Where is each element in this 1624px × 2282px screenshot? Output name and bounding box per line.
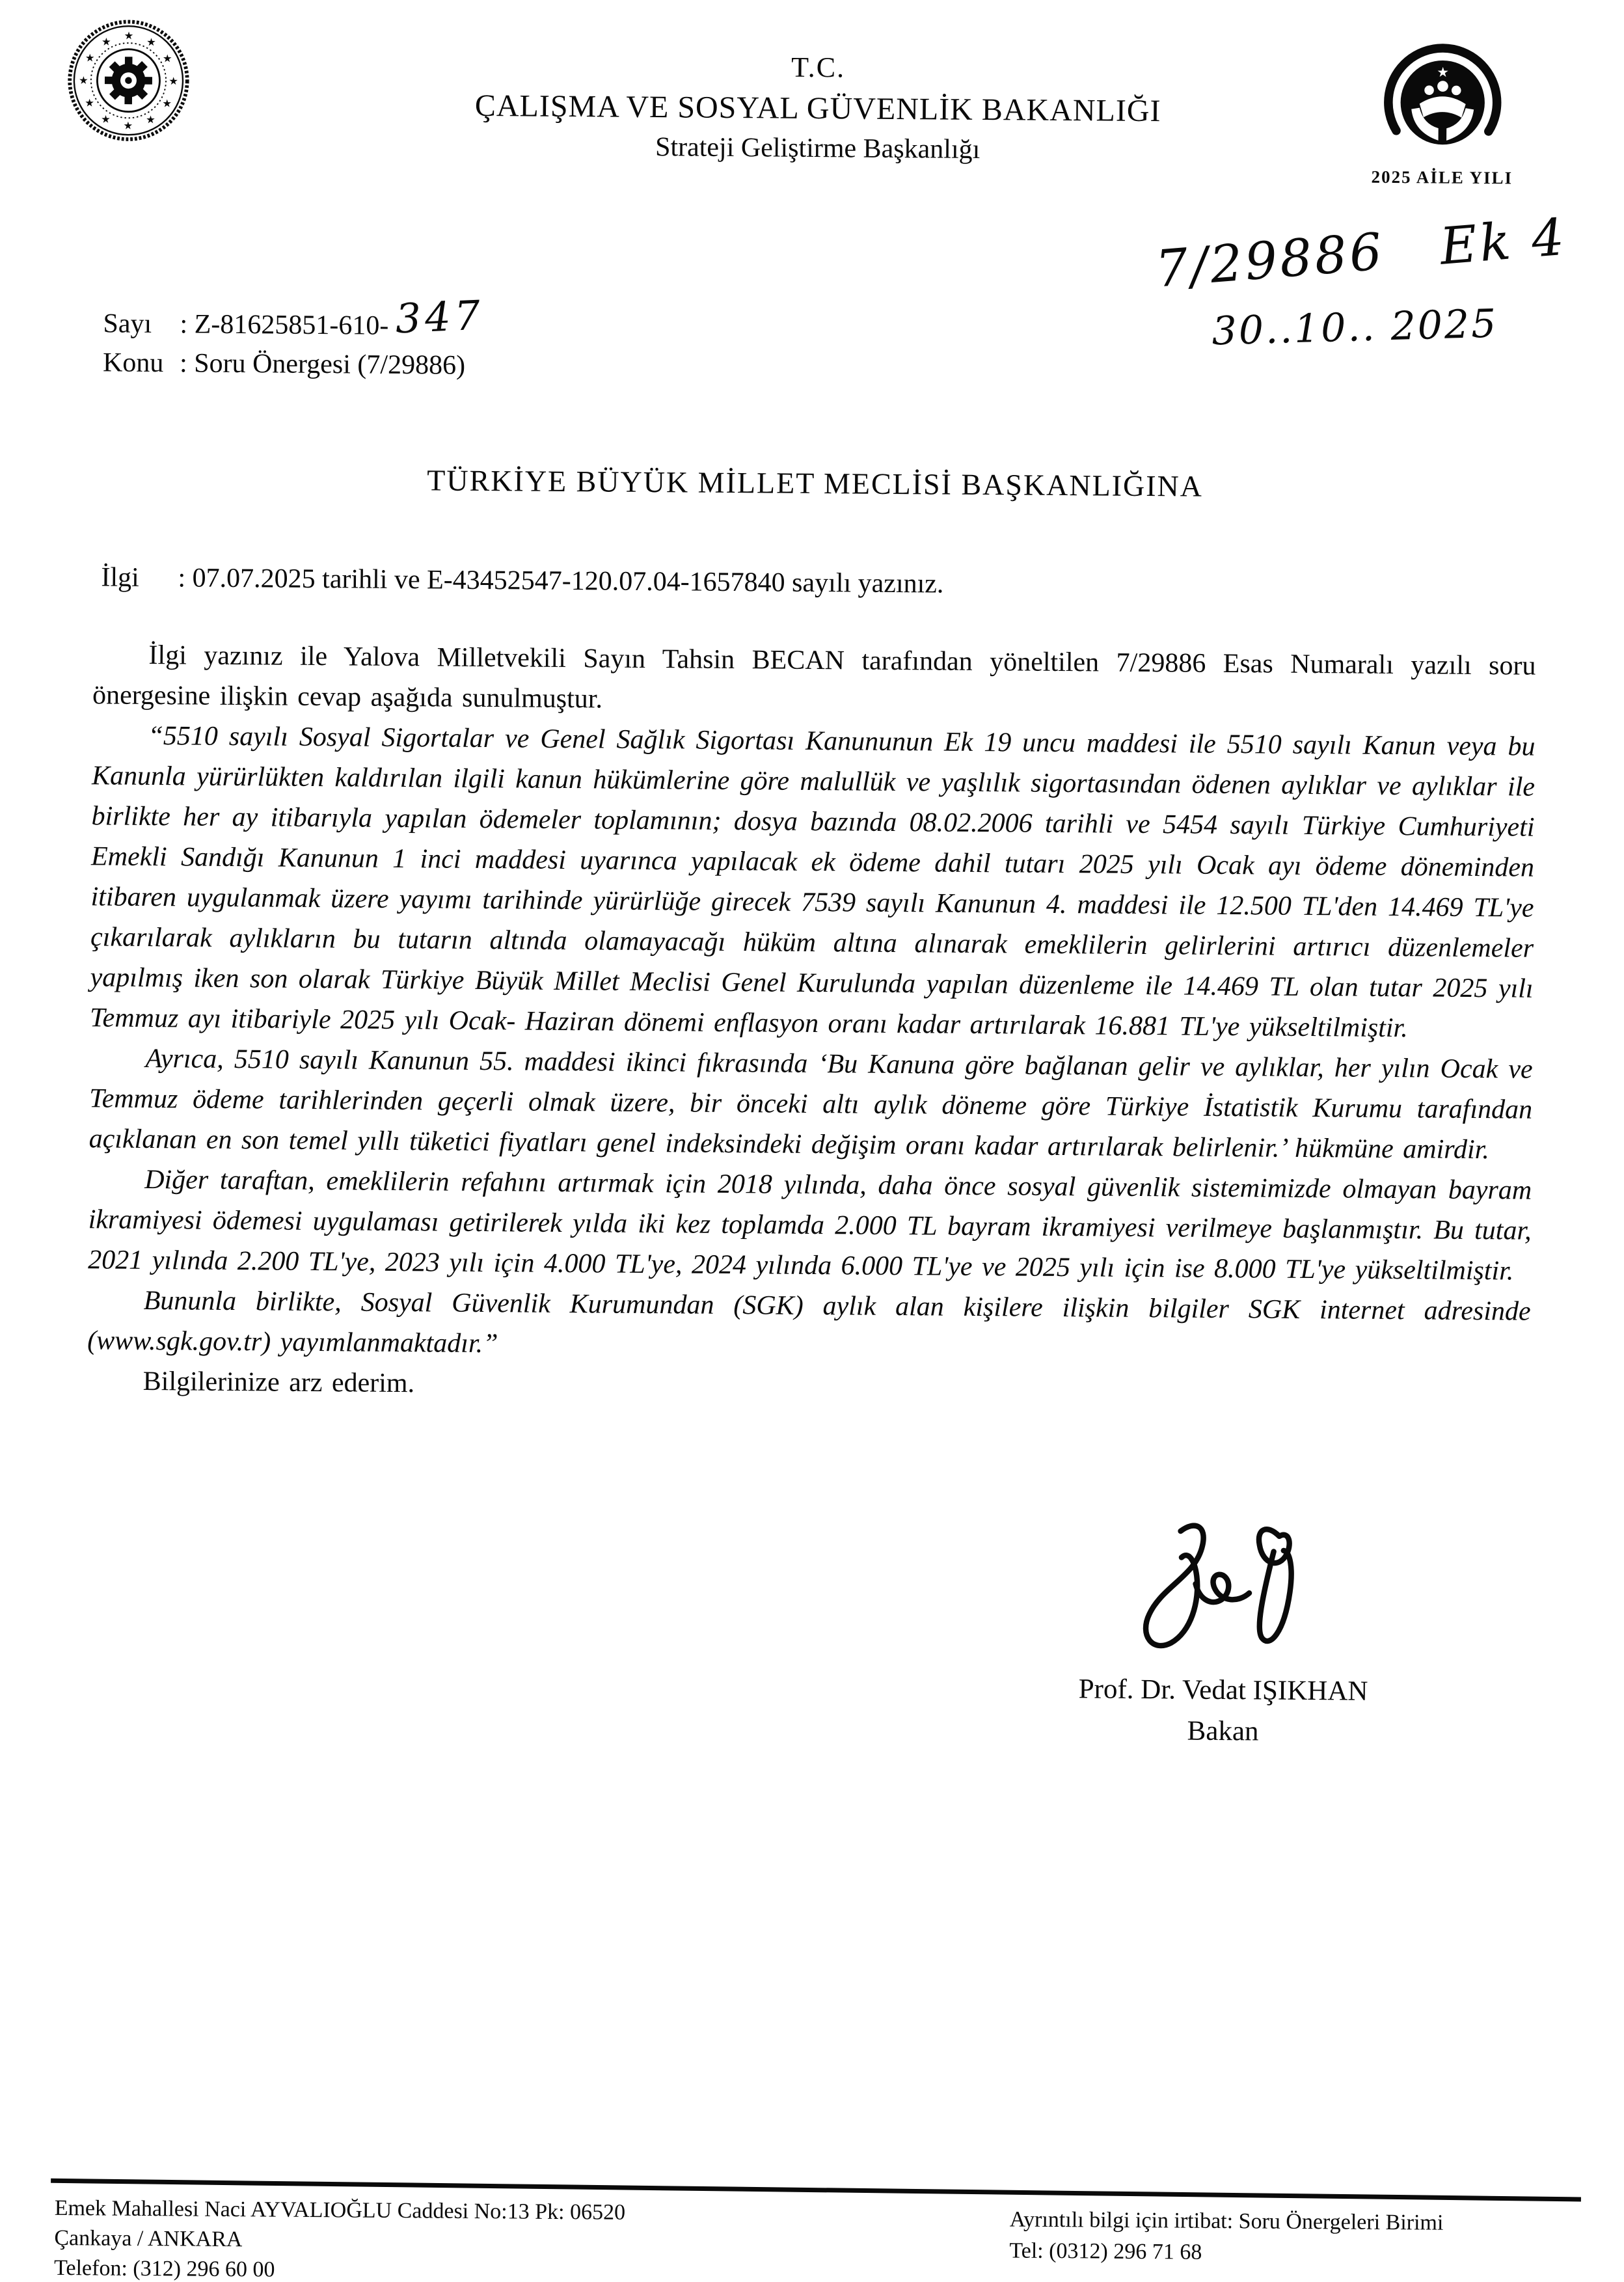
closing-line: Bilgilerinize arz ederim. [142, 1366, 415, 1399]
footer-contact-line2: Tel: (0312) 296 71 68 [1009, 2238, 1202, 2264]
footer-address [54, 2194, 625, 2282]
ministry-name: ÇALIŞMA VE SOSYAL GÜVENLİK BAKANLIĞI [474, 88, 1161, 129]
letter-body [87, 634, 1536, 1412]
svg-text:★: ★ [1437, 64, 1450, 81]
handwritten-signature [1083, 1518, 1364, 1674]
signer-name: Prof. Dr. Vedat IŞIKHAN [1078, 1674, 1368, 1707]
handwritten-date-stamp: 30..10.. 2025 [1211, 301, 1499, 355]
svg-text:★: ★ [124, 29, 134, 42]
sayi-row [103, 291, 485, 346]
signer-title: Bakan [1187, 1715, 1259, 1747]
footer-address-line1: Emek Mahallesi Naci AYVALIOĞLU Caddesi No:13 Pk: 06520 [54, 2195, 626, 2225]
sayi-label: Sayı [103, 308, 152, 340]
konu-label: Konu [102, 347, 164, 379]
department-name: Strateji Geliştirme Başkanlığı [655, 132, 981, 165]
konu-value: : Soru Önergesi (7/29886) [179, 348, 466, 381]
quoted-paragraph-1: “5510 sayılı Sosyal Sigortalar ve Genel Sağlık Sigortası Kanununun Ek 19 uncu maddesi ile 5510 sayılı Kanun veya bu Kanunla yürürlükten kaldırılan ilgili kanun hükümlerine göre malullük ve yaşlılık sigortasından ödenen aylıklar ve aylıklar ile birlikte her ay itibarıyla yapılan ödemeler toplamının; dosya bazında 08.02.2006 tarihli ve 5454 sayılı Türkiye Cumhuriyeti Emekli Sandığı Kanunun 1 inci maddesi uyarınca yapılacak ek ödeme dahil tutarı 2025 yılı Ocak ayı ödeme döneminden itibaren uygulanmak üzere yayımı tarihinde yürürlüğe girecek 7539 sayılı Kanunun 4. maddesi ile 12.500 TL'den 14.469 TL'ye çıkarılarak aylıkların bu tutarın altında olamayacağı hüküm altına alınarak emeklilerin gelirlerini artırıcı düzenlemeler yapılmış iken son olarak Türkiye Büyük Millet Meclisi Genel Kurulunda yapılan düzenleme ile 14.469 TL olan tutar 2025 yılı Temmuz ayı itibariyle 2025 yılı Ocak- Haziran dönemi enflasyon oranı kadar artırılarak 16.881 TL'ye yükseltilmiştir. [89, 720, 1536, 1044]
quoted-paragraph-2: Ayrıca, 5510 sayılı Kanunun 55. maddesi ikinci fıkrasında ‘Bu Kanuna göre bağlanan gelir ve aylıklar, her yılın Ocak ve Temmuz ödeme tarihlerinden geçerli olmak üzere, bir önceki altı aylık döneme göre Türkiye İstatistik Kurumu tarafından açıklanan en son temel yıllı tüketici fiyatları genel indeksindeki değişim oranı kadar artırılarak belirlenir.’ hükmüne amirdir. [88, 1043, 1533, 1165]
reference-block [102, 291, 485, 385]
ilgi-value: : 07.07.2025 tarihli ve E-43452547-120.07.04-1657840 sayılı yazınız. [178, 563, 944, 599]
footer-address-line3: Telefon: (312) 296 60 00 [53, 2255, 275, 2282]
handwritten-docket-note: 7/29886 Ek 4 [1153, 208, 1569, 299]
sayi-value: : Z-81625851-610- [180, 309, 389, 341]
svg-text:★: ★ [101, 35, 111, 48]
family-year-logo [1362, 38, 1522, 189]
footer-address-line2: Çankaya / ANKARA [54, 2225, 243, 2252]
konu-row [103, 343, 478, 385]
addressee-heading: TÜRKİYE BÜYÜK MİLLET MECLİSİ BAŞKANLIĞINA [427, 463, 1204, 503]
svg-text:★: ★ [101, 113, 111, 126]
intro-paragraph: İlgi yazınız ile Yalova Milletvekili Sayın Tahsin BECAN tarafından yöneltilen 7/29886 Esas Numaralı yazılı soru önergesine ilişkin cevap aşağıda sunulmuştur. [92, 640, 1536, 714]
svg-text:★: ★ [85, 51, 95, 64]
quoted-paragraph-4: Bununla birlikte, Sosyal Güvenlik Kurumundan (SGK) aylık alan kişilere ilişkin bilgiler SGK internet adresinde (www.sgk.gov.tr) yayımlanmaktadır.” [87, 1285, 1531, 1359]
sayi-handwritten-number: 347 [394, 291, 485, 343]
svg-text:★: ★ [123, 119, 133, 132]
ilgi-row [101, 562, 943, 599]
svg-text:★: ★ [162, 52, 172, 65]
svg-text:★: ★ [146, 36, 156, 49]
svg-text:★: ★ [169, 74, 178, 88]
footer-contact [1009, 2204, 1443, 2270]
family-year-emblem-icon [1372, 38, 1513, 167]
svg-text:★: ★ [146, 113, 156, 126]
svg-text:★: ★ [85, 96, 95, 109]
svg-text:★: ★ [162, 97, 172, 110]
quoted-paragraph-3: Diğer taraftan, emeklilerin refahını artırmak için 2018 yılında, daha önce sosyal güvenlik sistemimizde olmayan bayram ikramiyesi ödemesi uygulaması getirilerek yılda iki kez toplamda 2.000 TL bayram ikramiyesi verilmeye başlanmıştır. Bu tutar, 2021 yılında 2.200 TL'ye, 2023 yılı için 4.000 TL'ye, 2024 yılında 6.000 TL'ye ve 2025 yılı için ise 8.000 TL'ye yükseltilmiştir. [88, 1164, 1532, 1286]
family-year-caption: 2025 AİLE YILI [1371, 167, 1513, 188]
footer-contact-line1: Ayrıntılı bilgi için irtibat: Soru Önergeleri Birimi [1009, 2207, 1444, 2235]
ilgi-label: İlgi [101, 562, 139, 593]
svg-text:★: ★ [78, 74, 88, 87]
republic-title: T.C. [791, 51, 846, 84]
signature-block [969, 1517, 1478, 1749]
